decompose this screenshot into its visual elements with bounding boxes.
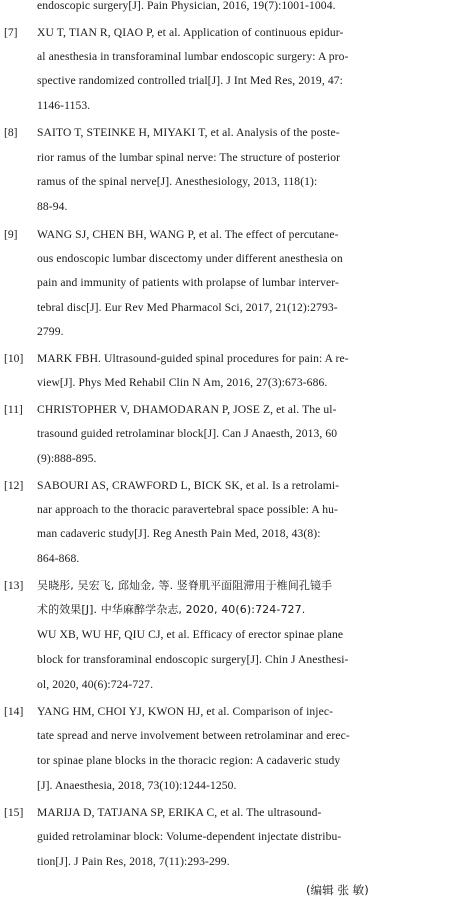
ref-line: MARK FBH. Ultrasound-guided spinal procedures for pain: A re- [37,352,349,365]
ref-line: SABOURI AS, CRAWFORD L, BICK SK, et al. Is a retrolami- [37,479,340,492]
ref-number: [13] [4,579,24,592]
ref-line: ramus of the spinal nerve[J]. Anesthesiology, 2013, 118(1): [37,175,318,188]
ref-line: XU T, TIAN R, QIAO P, et al. Application of continuous epidur- [37,26,344,39]
ref-line: nar approach to the thoracic paravertebral space possible: A hu- [37,503,338,516]
ref-line: 1146-1153. [37,99,91,112]
ref-line: al anesthesia in transforaminal lumbar endoscopic surgery: A pro- [37,50,349,63]
ref-line: guided retrolaminar block: Volume-dependent injectate distribu- [37,830,342,843]
ref-line: rior ramus of the lumbar spinal nerve: The structure of posterior [37,151,341,164]
ref-line: tion[J]. J Pain Res, 2018, 7(11):293-299. [37,855,230,868]
ref-line: CHRISTOPHER V, DHAMODARAN P, JOSE Z, et al. The ul- [37,403,337,416]
ref-line: 88-94. [37,200,68,213]
ref-number: [9] [4,228,18,241]
ref-number: [8] [4,126,18,139]
ref-line: spective randomized controlled trial[J]. J Int Med Res, 2019, 47: [37,74,343,87]
ref-line: SAITO T, STEINKE H, MIYAKI T, et al. Analysis of the poste- [37,126,340,139]
ref-line: block for transforaminal endoscopic surgery[J]. Chin J Anesthesi- [37,653,349,666]
ref-number: [12] [4,479,24,492]
ref-line: 864-868. [37,552,80,565]
ref-line: ous endoscopic lumbar discectomy under different anesthesia on [37,252,343,265]
ref-line: ol, 2020, 40(6):724-727. [37,678,154,691]
ref-line: endoscopic surgery[J]. Pain Physician, 2016, 19(7):1001-1004. [37,0,336,12]
ref-number: [11] [4,403,23,416]
ref-line: WANG SJ, CHEN BH, WANG P, et al. The effect of percutane- [37,228,339,241]
ref-line: 术的效果[J]. 中华麻醉学杂志, 2020, 40(6):724-727. [37,603,306,616]
ref-line: [J]. Anaesthesia, 2018, 73(10):1244-1250. [37,779,237,792]
ref-number: [10] [4,352,24,365]
ref-line: 2799. [37,325,64,338]
ref-number: [7] [4,26,18,39]
ref-line: trasound guided retrolaminar block[J]. Can J Anaesth, 2013, 60 [37,427,338,440]
ref-line: man cadaveric study[J]. Reg Anesth Pain Med, 2018, 43(8): [37,527,321,540]
ref-line: view[J]. Phys Med Rehabil Clin N Am, 2016, 27(3):673-686. [37,376,328,389]
editor-credit: (编辑 张 敏) [306,883,369,897]
ref-line: MARIJA D, TATJANA SP, ERIKA C, et al. The ultrasound- [37,806,322,819]
ref-number: [15] [4,806,24,819]
ref-line: (9):888-895. [37,452,97,465]
ref-line: tate spread and nerve involvement between retrolaminar and erec- [37,729,350,742]
ref-line: 吴晓彤, 吴宏飞, 邱灿金, 等. 竖脊肌平面阻滞用于椎间孔镜手 [37,579,333,592]
ref-line: pain and immunity of patients with prolapse of lumbar interver- [37,276,339,289]
ref-line: YANG HM, CHOI YJ, KWON HJ, et al. Comparison of injec- [37,705,334,718]
ref-line: tebral disc[J]. Eur Rev Med Pharmacol Sci, 2017, 21(12):2793- [37,301,338,314]
ref-number: [14] [4,705,24,718]
ref-line: WU XB, WU HF, QIU CJ, et al. Efficacy of erector spinae plane [37,628,344,641]
ref-line: tor spinae plane blocks in the thoracic region: A cadaveric study [37,754,341,767]
